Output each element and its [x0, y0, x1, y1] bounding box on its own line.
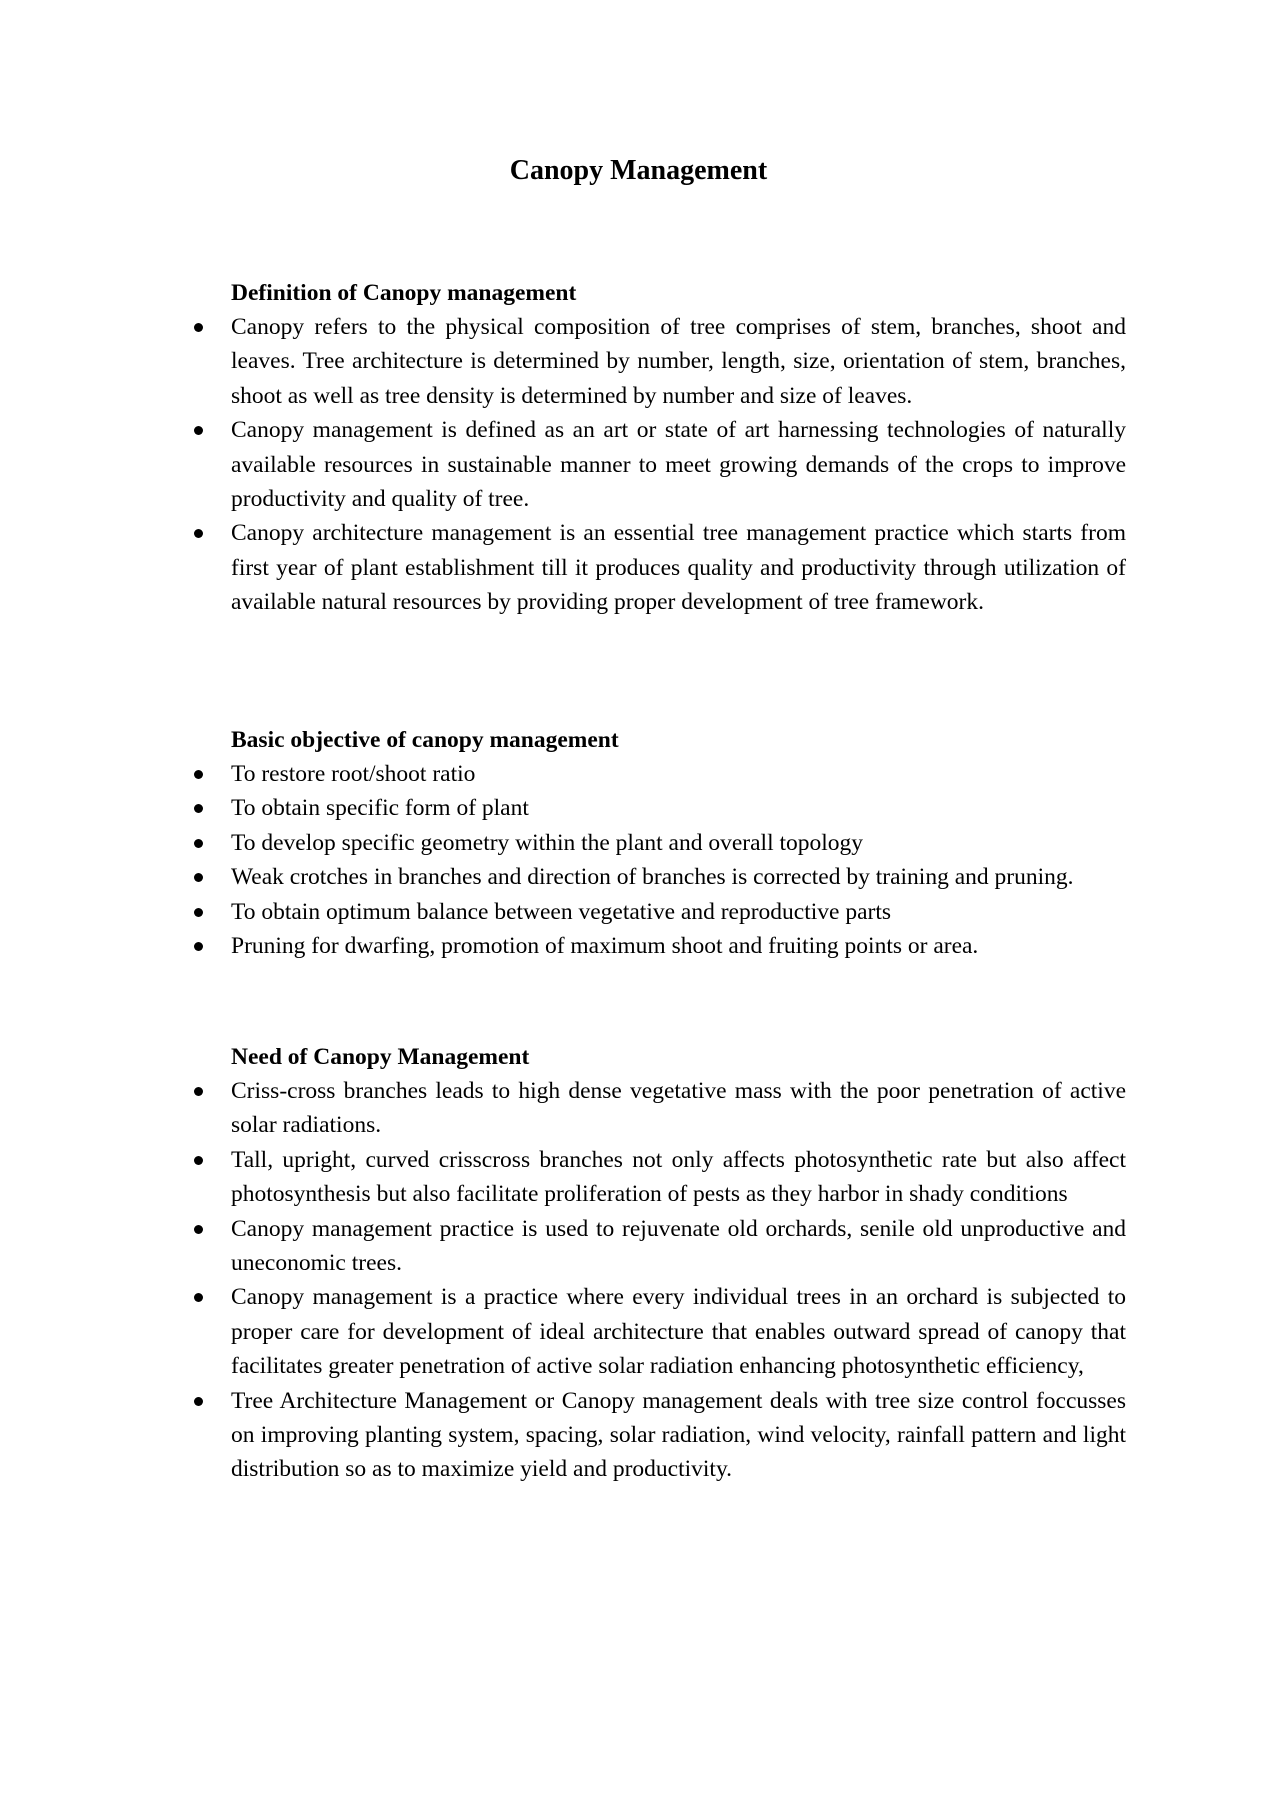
list-item — [190, 310, 1126, 413]
section-need — [190, 1040, 1126, 1487]
bullet-list — [190, 1074, 1126, 1487]
list-item — [190, 895, 1126, 929]
list-item — [190, 929, 1126, 963]
list-item-text: To obtain optimum balance between vegetative and reproductive parts — [231, 898, 892, 925]
list-item — [190, 413, 1126, 516]
list-item-text: Canopy management practice is used to rejuvenate old orchards, senile old unproductive and uneconomic trees. — [231, 1215, 1126, 1277]
list-item — [190, 791, 1126, 825]
list-item — [190, 757, 1126, 791]
page-title: Canopy Management — [509, 155, 768, 186]
section-heading: Definition of Canopy management — [231, 280, 577, 306]
bullet-list — [190, 757, 1126, 963]
list-item-text: Criss-cross branches leads to high dense vegetative mass with the poor penetration of active solar radiations. — [231, 1078, 1126, 1139]
list-item-text: To restore root/shoot ratio — [231, 761, 476, 787]
bullet-icon — [194, 1087, 203, 1096]
section-objective — [190, 723, 1126, 963]
section-definition — [190, 276, 1126, 620]
bullet-icon — [194, 873, 203, 882]
list-item-text: Canopy management is a practice where every individual trees in an orchard is subjected to proper care for development of ideal architecture that enables outward spread of canopy that facilitates greater penetration of active solar radiation enhancing photosynthetic efficiency, — [231, 1284, 1126, 1380]
bullet-icon — [194, 529, 203, 538]
list-item-text: Canopy refers to the physical composition of tree comprises of stem, branches, shoot and leaves. Tree architecture is determined by number, length, size, orientation of stem, branches, shoot as well as tree density is determined by number and size of leaves. — [231, 314, 1126, 409]
list-item-text: Pruning for dwarfing, promotion of maximum shoot and fruiting points or area. — [231, 933, 979, 960]
bullet-icon — [194, 1397, 203, 1406]
list-item — [190, 826, 1126, 860]
bullet-icon — [194, 1225, 203, 1234]
list-item — [190, 1384, 1126, 1487]
list-item — [190, 1074, 1126, 1143]
list-item-text: To develop specific geometry within the plant and overall topology — [231, 829, 864, 856]
list-item — [190, 516, 1126, 619]
bullet-icon — [194, 839, 203, 848]
section-heading: Basic objective of canopy management — [231, 727, 619, 753]
bullet-icon — [194, 942, 203, 951]
list-item-text: Weak crotches in branches and direction of branches is corrected by training and pruning. — [231, 864, 1074, 891]
section-heading: Need of Canopy Management — [231, 1044, 530, 1070]
list-item-text: Tall, upright, curved crisscross branches not only affects photosynthetic rate but also affect photosynthesis but also facilitate proliferation of pests as they harbor in shady conditions — [231, 1146, 1126, 1208]
bullet-icon — [194, 908, 203, 917]
list-item — [190, 1212, 1126, 1281]
bullet-icon — [194, 1293, 203, 1302]
list-item — [190, 1280, 1126, 1383]
list-item-text: Canopy architecture management is an essential tree management practice which starts from first year of plant establishment till it produces quality and productivity through utilization of available natural resources by providing proper development of tree framework. — [231, 520, 1126, 616]
list-item — [190, 1143, 1126, 1212]
bullet-icon — [194, 323, 203, 332]
list-item-text: Tree Architecture Management or Canopy management deals with tree size control foccusses on improving planting system, spacing, solar radiation, wind velocity, rainfall pattern and light distribution so as to maximize yield and productivity. — [231, 1387, 1126, 1483]
bullet-icon — [194, 426, 203, 435]
bullet-icon — [194, 1156, 203, 1165]
bullet-icon — [194, 804, 203, 813]
list-item — [190, 860, 1126, 894]
bullet-list — [190, 310, 1126, 620]
list-item-text: To obtain specific form of plant — [231, 795, 529, 822]
bullet-icon — [194, 770, 203, 779]
list-item-text: Canopy management is defined as an art or state of art harnessing technologies of naturally available resources in sustainable manner to meet growing demands of the crops to improve productivity and quality of tree. — [231, 417, 1126, 513]
